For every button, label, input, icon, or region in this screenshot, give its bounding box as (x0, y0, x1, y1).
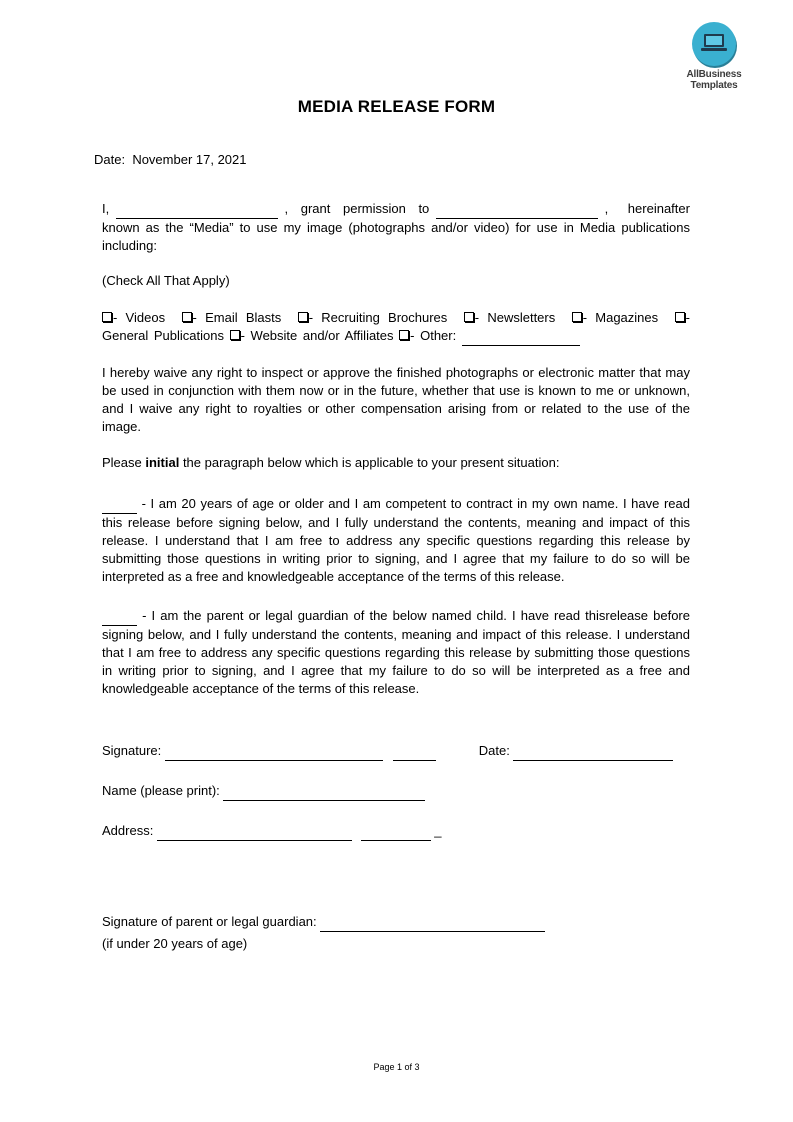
checkbox-label-general-publications: - General Publications (102, 310, 690, 343)
checkbox-other[interactable] (399, 330, 409, 340)
signature-extra-field[interactable] (393, 742, 436, 761)
address-trail: _ (434, 823, 442, 838)
name-line (102, 782, 425, 801)
waiver-paragraph: I hereby waive any right to inspect or approve the finished photographs or electronic matter that may be used in conjunction with them now or in the future, whether that use is known to me or unknown, and I waive any right to royalties or other compensation arising from or related to the use of the image. (102, 365, 690, 434)
signature-field[interactable] (165, 742, 383, 761)
brand-logo (680, 22, 748, 91)
intro-first-line (102, 200, 690, 219)
name-label: Name (please print): (102, 783, 220, 798)
initial-before: Please (102, 455, 146, 470)
adult-initial-field[interactable] (102, 495, 137, 514)
date-line (94, 151, 247, 169)
signature-line (102, 742, 673, 761)
logo-text (680, 69, 748, 91)
adult-paragraph (102, 495, 690, 586)
guardian-signature-label: Signature of parent or legal guardian: (102, 914, 317, 929)
signature-date-label: Date: (478, 743, 510, 758)
signature-label: Signature: (102, 743, 162, 758)
intro-i: I, (102, 201, 110, 216)
address-field[interactable] (157, 822, 352, 841)
guardian-signature-note: (if under 20 years of age) (102, 936, 248, 951)
page-title: MEDIA RELEASE FORM (297, 97, 496, 116)
initial-instruction (102, 454, 559, 472)
date-label: Date: (94, 152, 126, 167)
intro-hereinafter: , hereinafter (604, 201, 690, 216)
other-field[interactable] (462, 327, 580, 346)
adult-paragraph-text: - I am 20 years of age or older and I am competent to contract in my own name. I have read this release before signing below, and I fully understand the contents, meaning and impact of this release. I understand that I am free to address any specific questions regarding this release by submitting those questions in writing prior to signing, and I agree that my failure to do so will be interpreted as a free and knowledgeable acceptance of the terms of this release. (102, 496, 690, 584)
address-extra-field[interactable] (361, 822, 431, 841)
grantee-field[interactable] (436, 200, 598, 219)
checkbox-label-videos: - Videos (113, 310, 166, 325)
checkbox-website[interactable] (230, 330, 240, 340)
releaser-name-field[interactable] (116, 200, 278, 219)
logo-line1: AllBusiness (686, 69, 742, 80)
address-label: Address: (102, 823, 154, 838)
logo-line2: Templates (690, 80, 738, 91)
checkbox-videos[interactable] (102, 312, 112, 322)
laptop-icon (692, 22, 736, 66)
checkbox-label-newsletters: - Newsletters (474, 310, 556, 325)
checkbox-group (102, 309, 690, 346)
intro-paragraph (102, 200, 690, 255)
address-line (102, 822, 441, 841)
name-field[interactable] (223, 782, 425, 801)
check-all-label: (Check All That Apply) (102, 273, 230, 288)
checkbox-email-blasts[interactable] (182, 312, 192, 322)
page-number: Page 1 of 3 (373, 1062, 420, 1072)
checkbox-recruiting-brochures[interactable] (298, 312, 308, 322)
initial-bold: initial (145, 455, 180, 470)
checkbox-label-recruiting-brochures: - Recruiting Brochures (308, 310, 448, 325)
initial-after: the paragraph below which is applicable to your present situation: (179, 455, 560, 470)
guardian-initial-field[interactable] (102, 607, 137, 626)
guardian-signature-line (102, 913, 545, 932)
signature-date-field[interactable] (513, 742, 673, 761)
checkbox-newsletters[interactable] (464, 312, 474, 322)
date-value: November 17, 2021 (132, 152, 247, 167)
guardian-paragraph-text: - I am the parent or legal guardian of the below named child. I have read thisrelease before signing below, and I fully understand the contents, meaning and impact of this release. I understand that I am free to address any specific questions regarding this release by submitting those questions in writing prior to signing, and I agree that my failure to do so will be interpreted as a free and knowledgeable acceptance of the terms of this release. (102, 608, 690, 696)
guardian-paragraph (102, 607, 690, 698)
guardian-signature-field[interactable] (320, 913, 545, 932)
checkbox-magazines[interactable] (572, 312, 582, 322)
intro-grant: , grant permission to (284, 201, 430, 216)
checkbox-label-other: - Other: (410, 328, 457, 343)
checkbox-label-website: - Website and/or Affiliates (240, 328, 394, 343)
intro-rest: known as the “Media” to use my image (photographs and/or video) for use in Media publications including: (102, 220, 690, 253)
checkbox-label-email-blasts: - Email Blasts (192, 310, 282, 325)
checkbox-label-magazines: - Magazines (582, 310, 659, 325)
checkbox-general-publications[interactable] (675, 312, 685, 322)
